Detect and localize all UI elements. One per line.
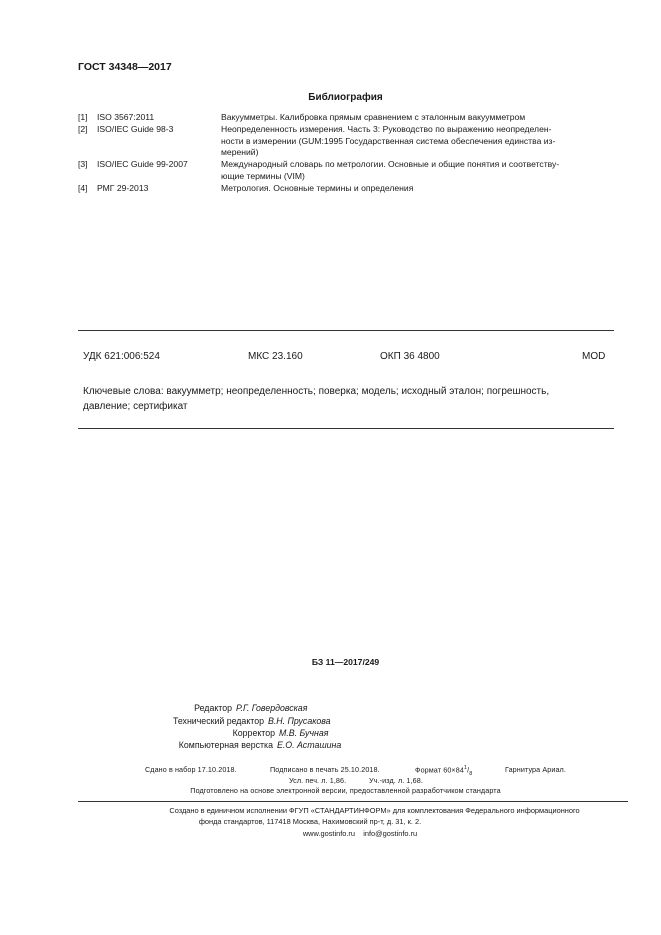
bib-entry-title: [221, 159, 615, 182]
keywords-line: Ключевые слова: вакуумметр; неопределенность; поверка; модель; исходный эталон; погрешность,: [83, 386, 550, 397]
prepared-note: Подготовлено на основе электронной версии, предоставленной разработчиком стандарта: [190, 786, 501, 795]
bib-entry-title: [221, 124, 615, 159]
bib-entry-number: [4]: [78, 183, 88, 193]
bz-number: БЗ 11—2017/249: [311, 657, 380, 667]
paper-format: Формат $60\times 84^1/_8$: [415, 765, 473, 777]
paper-format-prefix: Формат 60×84: [415, 765, 464, 775]
bib-entry-source: РМГ 29-2013: [97, 183, 149, 193]
footer-contacts: [0, 829, 661, 838]
bib-entry-title: [221, 112, 615, 124]
okp-code: ОКП 36 4800: [380, 351, 440, 362]
bib-entry-line: Международный словарь по метрологии. Основные и общие понятия и соответству-: [221, 159, 560, 169]
staff-role: Редактор: [194, 703, 232, 713]
staff-role: Технический редактор: [172, 716, 264, 726]
keywords-line: давление; сертификат: [83, 401, 188, 412]
website-link[interactable]: www.gostinfo.ru: [302, 829, 355, 838]
mks-code: МКС 23.160: [248, 351, 303, 362]
bib-entry-number: [1]: [78, 112, 88, 122]
bibliography-title: Библиография: [308, 92, 383, 103]
typeface: Гарнитура Ариал.: [505, 765, 566, 774]
mod-marker: MOD: [582, 351, 606, 362]
signed-date: Подписано в печать 25.10.2018.: [270, 765, 380, 774]
bib-entry-line: мерений): [221, 147, 259, 158]
bib-entry-source: ISO/IEC Guide 99-2007: [97, 159, 188, 169]
staff-row: [0, 716, 363, 726]
bib-entry-source: ISO/IEC Guide 98-3: [97, 124, 174, 134]
bib-entry-line: Метрология. Основные термины и определения: [221, 183, 414, 193]
paper-format-den: 8: [469, 770, 473, 777]
staff-row: [0, 703, 331, 713]
staff-row: [0, 740, 372, 750]
staff-role: Корректор: [232, 728, 275, 738]
standard-code: ГОСТ 34348—2017: [78, 61, 172, 73]
bib-entry-number: [2]: [78, 124, 88, 134]
paper-format-num: 1: [463, 765, 468, 771]
keywords: [83, 384, 610, 414]
divider-footer: [78, 801, 628, 802]
staff-row: [0, 728, 374, 738]
staff-name: Е.О. Асташина: [277, 740, 342, 750]
staff-name: М.В. Бучная: [279, 728, 329, 738]
print-sheets: Усл. печ. л. 1,86.: [289, 776, 347, 785]
bib-entry-number: [3]: [78, 159, 88, 169]
bib-entry-line: ющие термины (VIM): [221, 170, 305, 181]
staff-name: В.Н. Прусакова: [268, 716, 331, 726]
bib-entry-line: ности в измерении (GUM:1995 Государственная система обеспечения единства из-: [221, 135, 556, 146]
bib-entry-title: [221, 183, 615, 195]
divider-top: [78, 330, 614, 331]
divider-bottom: [78, 428, 614, 429]
footer-line: фонда стандартов, 117418 Москва, Нахимовский пр-т, д. 31, к. 2.: [198, 817, 422, 826]
publication-sheets: Уч.-изд. л. 1,68.: [369, 776, 423, 785]
udk-code: УДК 621:006:524: [83, 351, 160, 362]
typeset-date: Сдано в набор 17.10.2018.: [145, 765, 237, 774]
bib-entry-source: ISO 3567:2011: [97, 112, 155, 122]
footer-line: Создано в единичном исполнении ФГУП «СТАНДАРТИНФОРМ» для комплектования Федерального информационного: [169, 806, 580, 815]
bib-entry-line: Неопределенность измерения. Часть 3: Руководство по выражению неопределен-: [221, 124, 552, 134]
staff-name: Р.Г. Говердовская: [236, 703, 308, 713]
email-link[interactable]: info@gostinfo.ru: [363, 829, 418, 838]
staff-role: Компьютерная верстка: [178, 740, 273, 750]
bib-entry-line: Вакуумметры. Калибровка прямым сравнением с эталонным вакуумметром: [221, 112, 526, 122]
